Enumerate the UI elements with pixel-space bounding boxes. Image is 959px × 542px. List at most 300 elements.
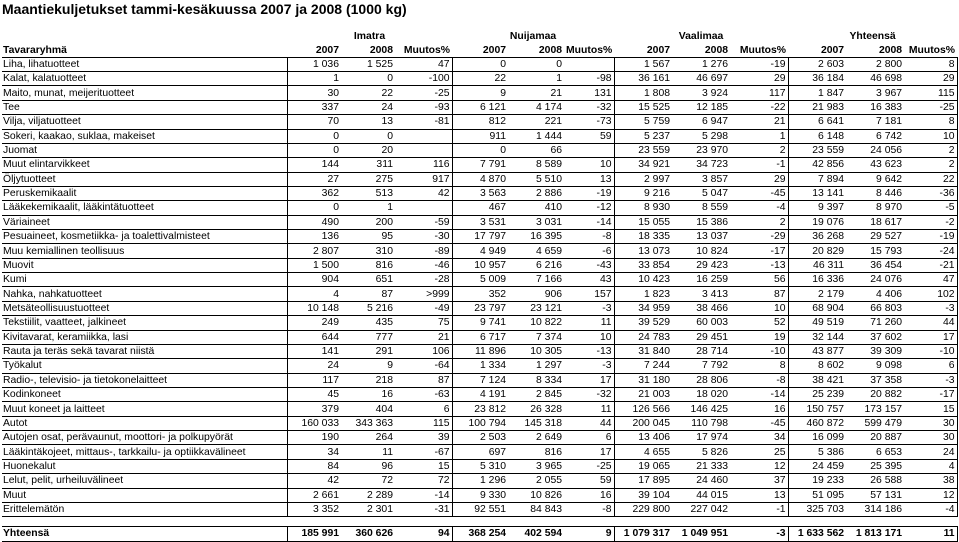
cell-value: 8 <box>730 359 788 373</box>
col-header-muutos: Muutos% <box>566 44 613 56</box>
cell-value: 8 930 <box>614 201 672 215</box>
cell-value: 116 <box>395 158 452 172</box>
cell-value: 7 791 <box>452 158 508 172</box>
cell-value: 16 395 <box>508 230 564 244</box>
cell-value: 11 <box>341 445 395 459</box>
cell-value: 37 602 <box>846 330 904 344</box>
cell-value: 66 <box>508 143 564 157</box>
cell-value: -13 <box>564 344 614 358</box>
table-row <box>2 100 957 114</box>
cell-value: -10 <box>730 344 788 358</box>
cell-value: 6 947 <box>672 115 730 129</box>
cell-value: 19 065 <box>614 459 672 473</box>
cell-value: 1 808 <box>614 86 672 100</box>
cell-value: 13 141 <box>788 186 846 200</box>
cell-value: 29 423 <box>672 258 730 272</box>
cell-value: 87 <box>341 287 395 301</box>
table-row <box>2 359 957 373</box>
cell-value: 7 894 <box>788 172 846 186</box>
cell-value: -17 <box>904 387 957 401</box>
table-row <box>2 129 957 143</box>
cell-value: 46 697 <box>672 72 730 86</box>
cell-value: 1 296 <box>452 474 508 488</box>
cell-value: -14 <box>730 387 788 401</box>
cell-value: 2 179 <box>788 287 846 301</box>
cell-value: 6 <box>904 359 957 373</box>
table-row <box>2 86 957 100</box>
cell-value: -45 <box>730 186 788 200</box>
cell-value: -81 <box>395 115 452 129</box>
cell-value: -1 <box>730 502 788 516</box>
cell-value: 126 566 <box>614 402 672 416</box>
cell-value: 106 <box>395 344 452 358</box>
cell-value: 15 525 <box>614 100 672 114</box>
cell-value: 460 872 <box>788 416 846 430</box>
cell-value: 5 310 <box>452 459 508 473</box>
cell-value: 52 <box>730 316 788 330</box>
cell-value: -14 <box>564 215 614 229</box>
cell-value: 10 <box>904 129 957 143</box>
cell-value: 19 <box>730 330 788 344</box>
cell-value: 15 055 <box>614 215 672 229</box>
cell-value: 16 099 <box>788 431 846 445</box>
cell-value: 30 <box>904 416 957 430</box>
table-row <box>2 230 957 244</box>
cell-value: 2 301 <box>341 502 395 516</box>
cell-value: 10 <box>564 158 614 172</box>
cell-value: 6 742 <box>846 129 904 143</box>
cell-value: >999 <box>395 287 452 301</box>
cell-value: 7 166 <box>508 273 564 287</box>
table-row <box>2 57 957 71</box>
cell-value: 20 882 <box>846 387 904 401</box>
cell-value: -98 <box>564 72 614 86</box>
cell-value: 4 870 <box>452 172 508 186</box>
table-row <box>2 373 957 387</box>
table-row <box>2 431 957 445</box>
cell-value: 264 <box>341 431 395 445</box>
cell-value: 4 <box>287 287 341 301</box>
cell-value: 23 970 <box>672 143 730 157</box>
cell-value: 1 813 171 <box>846 527 904 541</box>
cell-value: 72 <box>395 474 452 488</box>
cell-value: 291 <box>341 344 395 358</box>
row-label: Sokeri, kaakao, suklaa, makeiset <box>2 129 287 143</box>
cell-value: 59 <box>564 474 614 488</box>
page-title: Maantiekuljetukset tammi-kesäkuussa 2007 ja 2008 (1000 kg) <box>2 1 407 17</box>
cell-value: 10 822 <box>508 316 564 330</box>
cell-value <box>395 143 452 157</box>
row-label: Kodinkoneet <box>2 387 287 401</box>
cell-value: 275 <box>341 172 395 186</box>
cell-value: -3 <box>564 359 614 373</box>
header-row-columns <box>2 43 957 57</box>
cell-value: 9 <box>564 527 614 541</box>
row-label: Kumi <box>2 273 287 287</box>
table-row <box>2 330 957 344</box>
cell-value: -10 <box>904 344 957 358</box>
row-label: Maito, munat, meijerituotteet <box>2 86 287 100</box>
cell-value: 6 <box>564 431 614 445</box>
cell-value: 644 <box>287 330 341 344</box>
cell-value: 777 <box>341 330 395 344</box>
cell-value: 46 698 <box>846 72 904 86</box>
cell-value: -93 <box>395 100 452 114</box>
cell-value: 3 413 <box>672 287 730 301</box>
cell-value: 44 <box>564 416 614 430</box>
cell-value: -4 <box>730 201 788 215</box>
cell-value: 27 <box>287 172 341 186</box>
row-label: Muut koneet ja laitteet <box>2 402 287 416</box>
cell-value: 2 997 <box>614 172 672 186</box>
cell-value: 10 <box>730 301 788 315</box>
cell-value: 84 <box>287 459 341 473</box>
cell-value: 75 <box>395 316 452 330</box>
table-row <box>2 244 957 258</box>
row-label: Muut elintarvikkeet <box>2 158 287 172</box>
cell-value: 4 655 <box>614 445 672 459</box>
cell-value: 5 237 <box>614 129 672 143</box>
cell-value: 30 <box>904 431 957 445</box>
cell-value: 2 <box>730 215 788 229</box>
cell-value: 17 <box>564 445 614 459</box>
cell-value: 96 <box>341 459 395 473</box>
table-row <box>2 445 957 459</box>
cell-value: 24 <box>341 100 395 114</box>
cell-value: 1 <box>730 129 788 143</box>
cell-value: 7 374 <box>508 330 564 344</box>
cell-value: 117 <box>287 373 341 387</box>
cell-value: -8 <box>730 373 788 387</box>
cell-value: 2 <box>904 158 957 172</box>
cell-value: 0 <box>287 129 341 143</box>
col-header-muutos: Muutos% <box>395 43 452 57</box>
cell-value: 20 887 <box>846 431 904 445</box>
header-row-groups <box>2 30 957 43</box>
cell-value: 10 148 <box>287 301 341 315</box>
cell-value: -3 <box>564 301 614 315</box>
cell-value: 3 531 <box>452 215 508 229</box>
group-header-yhteensa: Yhteensä <box>849 31 896 43</box>
cell-value: 33 854 <box>614 258 672 272</box>
cell-value: 39 309 <box>846 344 904 358</box>
cell-value: 39 <box>395 431 452 445</box>
col-header-2007: 2007 <box>614 43 672 57</box>
cell-value: 24 <box>904 445 957 459</box>
cell-value: 310 <box>341 244 395 258</box>
cell-value: 1 079 317 <box>614 527 672 541</box>
cell-value: 2 807 <box>287 244 341 258</box>
cell-value: 221 <box>508 115 564 129</box>
cell-value: 7 792 <box>672 359 730 373</box>
cell-value: 599 479 <box>846 416 904 430</box>
cell-value: 314 186 <box>846 502 904 516</box>
cell-value: 368 254 <box>452 527 508 541</box>
cell-value: -13 <box>730 258 788 272</box>
cell-value: 57 131 <box>846 488 904 502</box>
cell-value: 513 <box>341 186 395 200</box>
cell-value: 18 335 <box>614 230 672 244</box>
cell-value: 144 <box>287 158 341 172</box>
cell-value: 84 843 <box>508 502 564 516</box>
cell-value: 10 824 <box>672 244 730 258</box>
cell-value: 1 049 951 <box>672 527 730 541</box>
col-header-2007: 2007 <box>788 43 846 57</box>
cell-value: 56 <box>730 273 788 287</box>
cell-value: 59 <box>564 129 614 143</box>
cell-value: 29 527 <box>846 230 904 244</box>
cell-value: 5 047 <box>672 186 730 200</box>
cell-value: 10 305 <box>508 344 564 358</box>
spacer-cell <box>2 517 957 527</box>
cell-value: 4 406 <box>846 287 904 301</box>
cell-value: -21 <box>904 258 957 272</box>
cell-value: 36 268 <box>788 230 846 244</box>
total-row <box>2 527 957 541</box>
cell-value: -28 <box>395 273 452 287</box>
cell-value: -19 <box>730 57 788 71</box>
row-label: Metsäteollisuustuotteet <box>2 301 287 315</box>
row-label: Työkalut <box>2 359 287 373</box>
cell-value: 110 798 <box>672 416 730 430</box>
cell-value: -32 <box>564 387 614 401</box>
cell-value: 141 <box>287 344 341 358</box>
cell-value: 7 124 <box>452 373 508 387</box>
cell-value: 13 406 <box>614 431 672 445</box>
cell-value: -45 <box>730 416 788 430</box>
cell-value: 12 <box>904 488 957 502</box>
row-label: Rauta ja teräs sekä tavarat niistä <box>2 344 287 358</box>
cell-value: 1 276 <box>672 57 730 71</box>
row-label: Radio-, televisio- ja tietokonelaitteet <box>2 373 287 387</box>
cell-value: -3 <box>904 373 957 387</box>
cell-value: 38 466 <box>672 301 730 315</box>
cell-value: 2 <box>730 143 788 157</box>
row-label: Yhteensä <box>2 527 287 541</box>
cell-value: 1 297 <box>508 359 564 373</box>
cell-value: 38 <box>904 474 957 488</box>
row-label: Tekstiilit, vaatteet, jalkineet <box>2 316 287 330</box>
cell-value: -12 <box>564 201 614 215</box>
col-header-muutos: Muutos% <box>730 43 788 57</box>
cell-value: 15 <box>395 459 452 473</box>
cell-value <box>395 129 452 143</box>
cell-value: 5 009 <box>452 273 508 287</box>
cell-value: 8 559 <box>672 201 730 215</box>
cell-value: 21 <box>395 330 452 344</box>
cell-value: 2 503 <box>452 431 508 445</box>
cell-value: 34 959 <box>614 301 672 315</box>
cell-value: 6 216 <box>508 258 564 272</box>
cell-value: 38 421 <box>788 373 846 387</box>
cell-value: 22 <box>452 72 508 86</box>
cell-value: -29 <box>730 230 788 244</box>
cell-value: -36 <box>904 186 957 200</box>
cell-value: 200 045 <box>614 416 672 430</box>
cell-value: 8 <box>904 115 957 129</box>
cell-value: 24 076 <box>846 273 904 287</box>
cell-value: 24 459 <box>788 459 846 473</box>
cell-value: 1 <box>508 72 564 86</box>
cell-value: 17 <box>564 373 614 387</box>
cell-value: 66 803 <box>846 301 904 315</box>
cell-value: 343 363 <box>341 416 395 430</box>
cell-value: -25 <box>904 100 957 114</box>
cell-value: 15 793 <box>846 244 904 258</box>
cell-value: -100 <box>395 72 452 86</box>
row-label-header: Tavararyhmä <box>2 43 287 57</box>
table-row <box>2 402 957 416</box>
row-label: Autot <box>2 416 287 430</box>
cell-value: 95 <box>341 230 395 244</box>
cell-value: 435 <box>341 316 395 330</box>
cell-value <box>395 201 452 215</box>
cell-value: 24 783 <box>614 330 672 344</box>
cell-value: 325 703 <box>788 502 846 516</box>
cell-value: 0 <box>452 57 508 71</box>
cell-value: 16 <box>564 488 614 502</box>
cell-value: -73 <box>564 115 614 129</box>
cell-value: 22 <box>904 172 957 186</box>
table-row <box>2 143 957 157</box>
cell-value: 10 826 <box>508 488 564 502</box>
cell-value: 1 567 <box>614 57 672 71</box>
cell-value: 13 <box>341 115 395 129</box>
cell-value: 37 358 <box>846 373 904 387</box>
cell-value: 68 904 <box>788 301 846 315</box>
cell-value: 3 924 <box>672 86 730 100</box>
table-row <box>2 287 957 301</box>
cell-value: 697 <box>452 445 508 459</box>
cell-value: 42 <box>287 474 341 488</box>
cell-value: -59 <box>395 215 452 229</box>
row-label: Huonekalut <box>2 459 287 473</box>
cell-value: 45 <box>287 387 341 401</box>
row-label: Peruskemikaalit <box>2 186 287 200</box>
cell-value: 1 525 <box>341 57 395 71</box>
cell-value: 6 <box>395 402 452 416</box>
cell-value: -8 <box>564 230 614 244</box>
cell-value: 10 423 <box>614 273 672 287</box>
cell-value: 11 896 <box>452 344 508 358</box>
cell-value: 1 <box>287 72 341 86</box>
table-row <box>2 215 957 229</box>
cell-value: 200 <box>341 215 395 229</box>
table-row <box>2 201 957 215</box>
col-header-2008: 2008 <box>846 43 904 57</box>
cell-value: 117 <box>730 86 788 100</box>
cell-value: 4 <box>904 459 957 473</box>
cell-value: 229 800 <box>614 502 672 516</box>
table-row <box>2 316 957 330</box>
cell-value: 3 967 <box>846 86 904 100</box>
cell-value: 46 311 <box>788 258 846 272</box>
row-label: Öljytuotteet <box>2 172 287 186</box>
cell-value: 36 161 <box>614 72 672 86</box>
cell-value: 31 180 <box>614 373 672 387</box>
cell-value: 467 <box>452 201 508 215</box>
cell-value: 490 <box>287 215 341 229</box>
cell-value: 23 121 <box>508 301 564 315</box>
cell-value: 5 826 <box>672 445 730 459</box>
cell-value: -14 <box>395 488 452 502</box>
cell-value: 25 <box>730 445 788 459</box>
cell-value: 31 840 <box>614 344 672 358</box>
cell-value: 21 <box>730 115 788 129</box>
cell-value: 17 895 <box>614 474 672 488</box>
cell-value: 4 659 <box>508 244 564 258</box>
cell-value: -19 <box>564 186 614 200</box>
cell-value: 218 <box>341 373 395 387</box>
cell-value: 20 829 <box>788 244 846 258</box>
col-header-2008: 2008 <box>672 43 730 57</box>
row-label: Kivitavarat, keramiikka, lasi <box>2 330 287 344</box>
table-spacer <box>2 517 957 527</box>
cell-value: 24 <box>287 359 341 373</box>
cell-value: 13 <box>564 172 614 186</box>
row-label: Juomat <box>2 143 287 157</box>
cell-value: 5 759 <box>614 115 672 129</box>
cell-value: 2 649 <box>508 431 564 445</box>
cell-value: 19 076 <box>788 215 846 229</box>
cell-value: 26 588 <box>846 474 904 488</box>
cell-value: 87 <box>395 373 452 387</box>
cell-value: 11 <box>904 527 957 541</box>
cell-value: 23 812 <box>452 402 508 416</box>
cell-value: 2 055 <box>508 474 564 488</box>
cell-value: 190 <box>287 431 341 445</box>
row-label: Lelut, pelit, urheiluvälineet <box>2 474 287 488</box>
cell-value: 43 623 <box>846 158 904 172</box>
cell-value: 47 <box>395 57 452 71</box>
cell-value: 6 653 <box>846 445 904 459</box>
cell-value: 20 <box>341 143 395 157</box>
cell-value: 906 <box>508 287 564 301</box>
cell-value: 311 <box>341 158 395 172</box>
cell-value: 2 845 <box>508 387 564 401</box>
cell-value: 49 519 <box>788 316 846 330</box>
row-label: Muovit <box>2 258 287 272</box>
cell-value: 23 559 <box>614 143 672 157</box>
cell-value: 1 633 562 <box>788 527 846 541</box>
cell-value: -3 <box>730 527 788 541</box>
cell-value: 34 723 <box>672 158 730 172</box>
cell-value: 362 <box>287 186 341 200</box>
cell-value: 0 <box>341 129 395 143</box>
table-row <box>2 258 957 272</box>
group-header-nuijamaa: Nuijamaa <box>509 31 557 43</box>
cell-value: 28 714 <box>672 344 730 358</box>
cell-value: 9 216 <box>614 186 672 200</box>
cell-value: 1 <box>341 201 395 215</box>
cell-value: 12 <box>730 459 788 473</box>
cell-value: 51 095 <box>788 488 846 502</box>
cell-value: -30 <box>395 230 452 244</box>
cell-value: 12 185 <box>672 100 730 114</box>
group-header-vaalimaa: Vaalimaa <box>678 31 724 43</box>
transit-table <box>2 30 958 542</box>
cell-value: 10 957 <box>452 258 508 272</box>
cell-value: 34 921 <box>614 158 672 172</box>
cell-value: 44 <box>904 316 957 330</box>
table-row <box>2 115 957 129</box>
cell-value: 36 454 <box>846 258 904 272</box>
table-row <box>2 72 957 86</box>
cell-value: 911 <box>452 129 508 143</box>
cell-value: 2 289 <box>341 488 395 502</box>
cell-value: -31 <box>395 502 452 516</box>
cell-value: 19 233 <box>788 474 846 488</box>
